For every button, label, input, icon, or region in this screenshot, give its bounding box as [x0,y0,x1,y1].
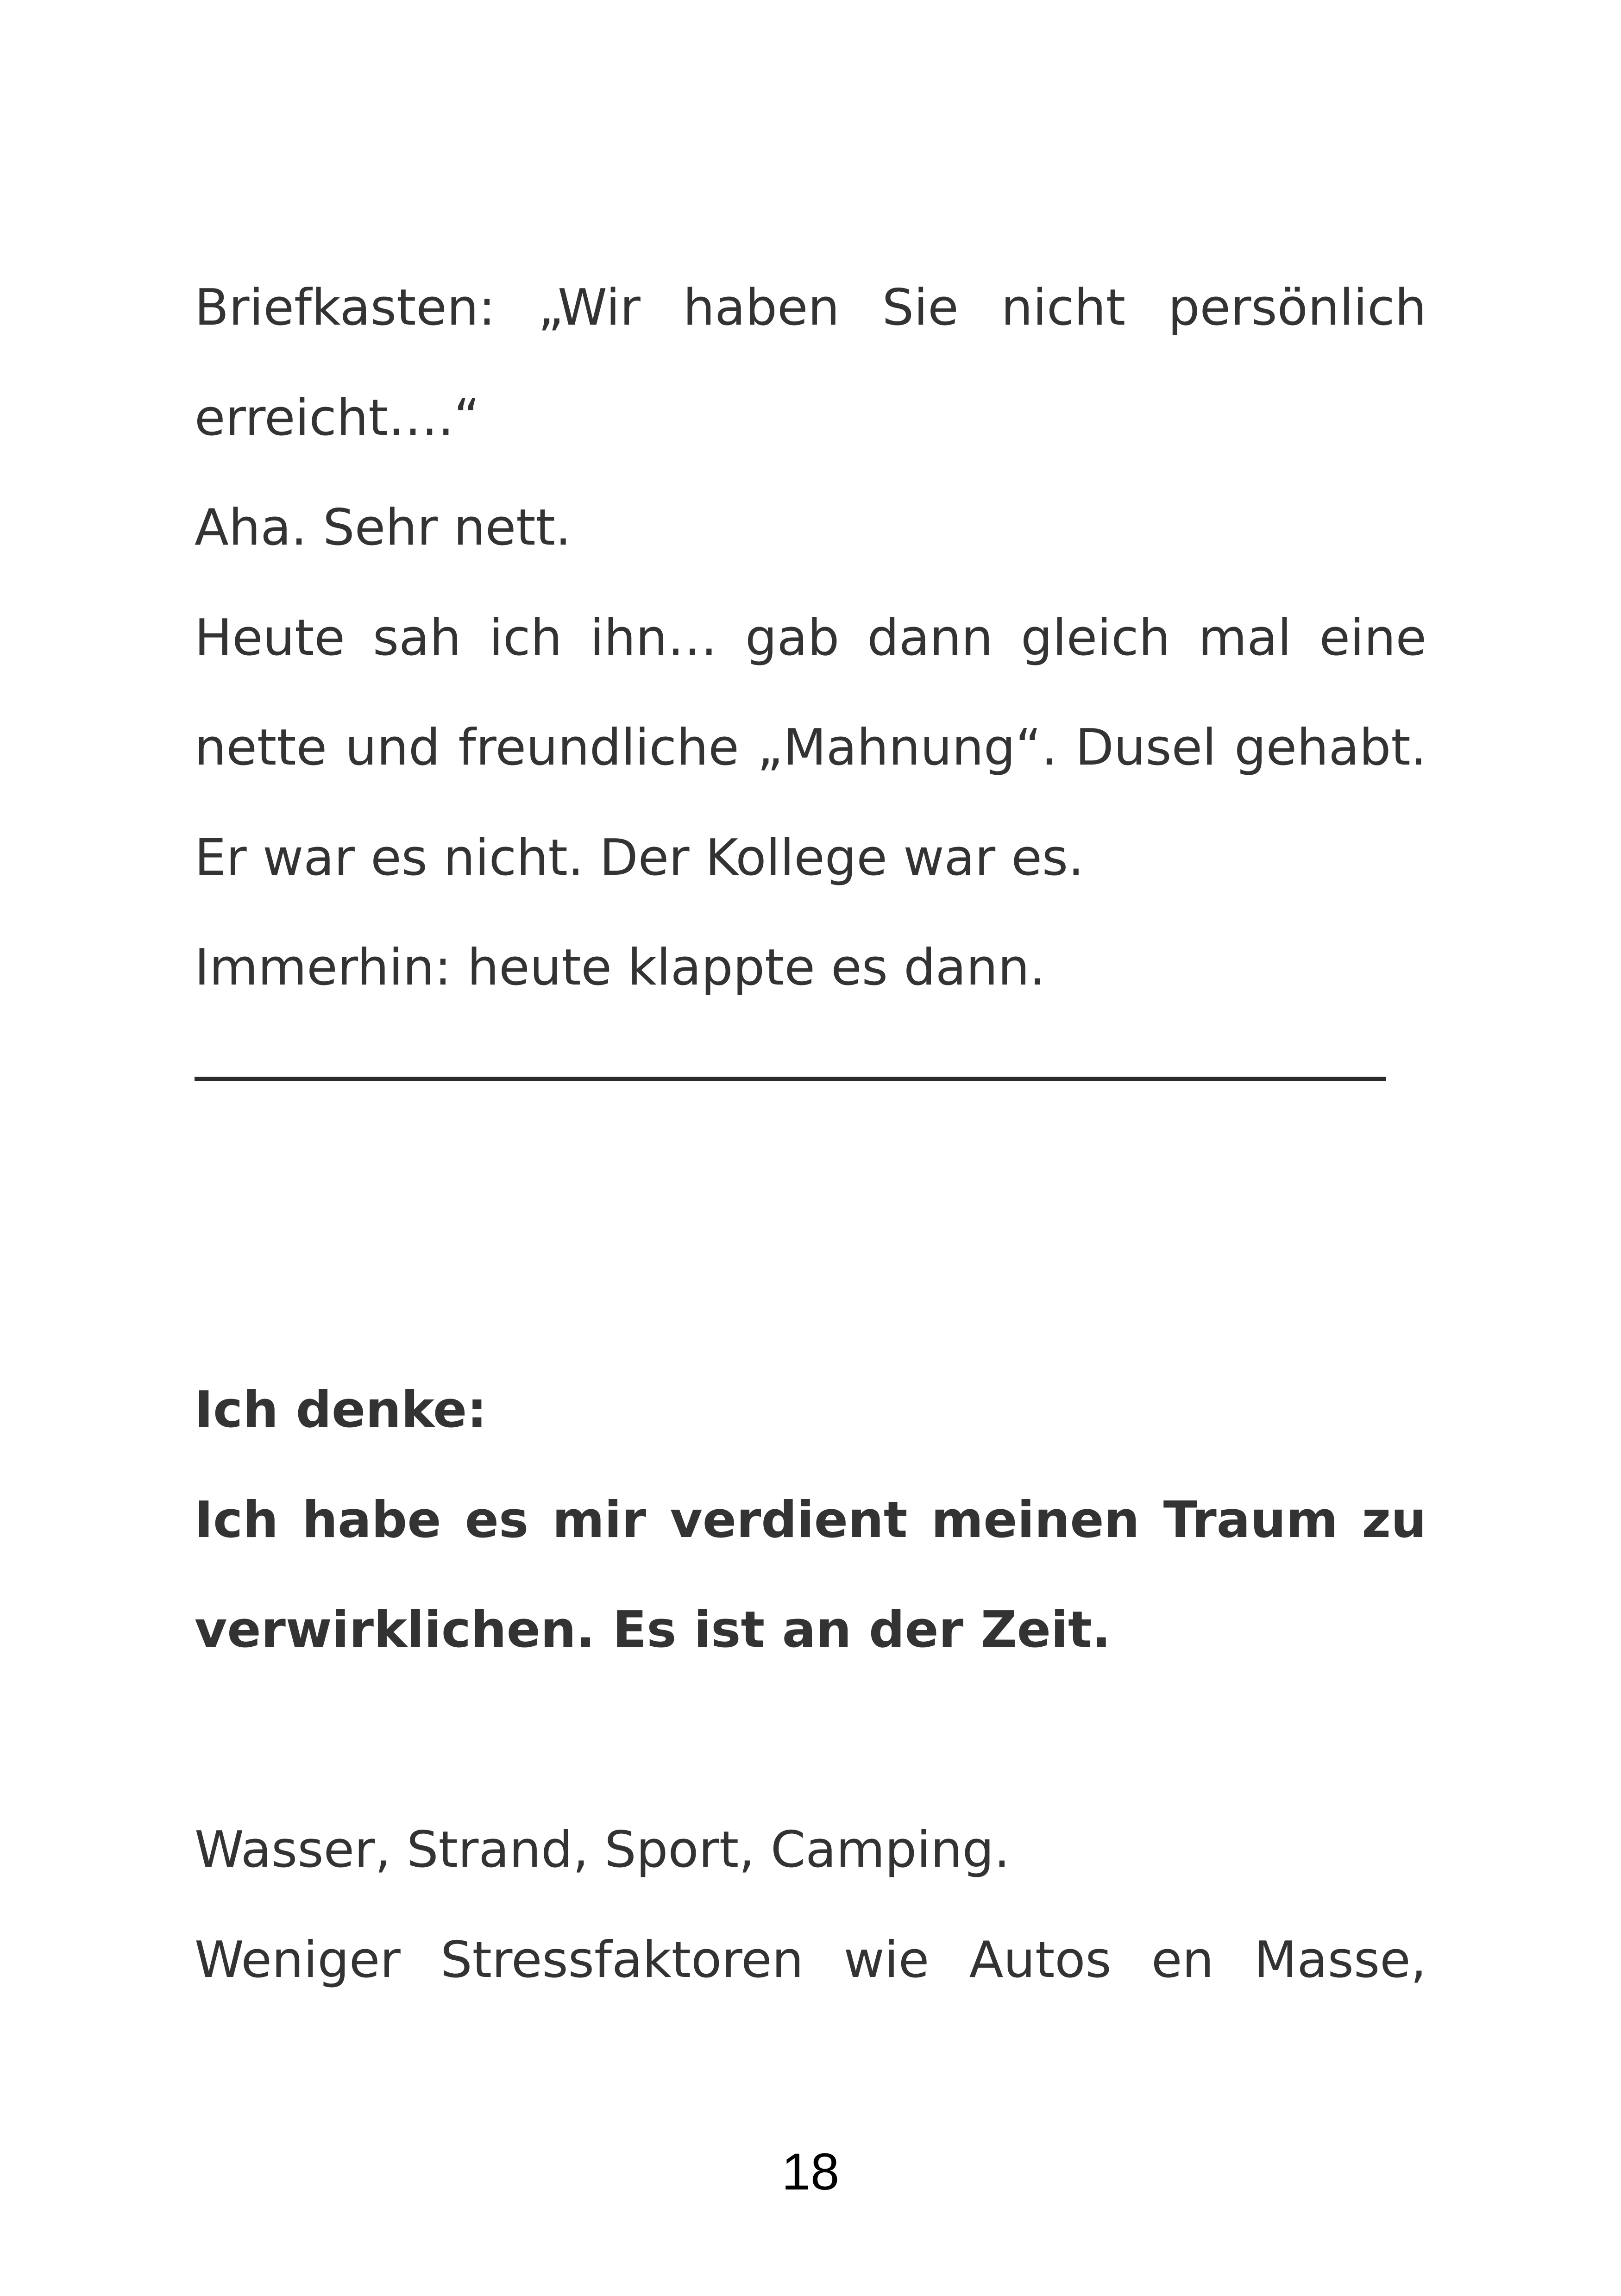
section-heading: Ich denke: [195,1381,487,1439]
text-line: Immerhin: heute klappte es dann. [195,939,1046,997]
text-line: Weniger Stressfaktoren wie Autos en Masse, [195,1931,1426,1989]
bold-text-line: verwirklichen. Es ist an der Zeit. [195,1601,1111,1659]
text-line: erreicht….“ [195,389,480,447]
bold-text-line: Ich habe es mir verdient meinen Traum zu [195,1491,1426,1549]
text-line: Briefkasten: „Wir haben Sie nicht persönlich [195,279,1426,337]
page-number: 18 [781,2143,840,2201]
text-line: Wasser, Strand, Sport, Camping. [195,1821,1010,1879]
text-line: nette und freundliche „Mahnung“. Dusel gehabt. [195,719,1426,777]
text-line: Heute sah ich ihn… gab dann gleich mal eine [195,609,1426,667]
text-line: Aha. Sehr nett. [195,499,572,557]
horizontal-rule [195,1077,1386,1081]
text-line: Er war es nicht. Der Kollege war es. [195,829,1084,887]
